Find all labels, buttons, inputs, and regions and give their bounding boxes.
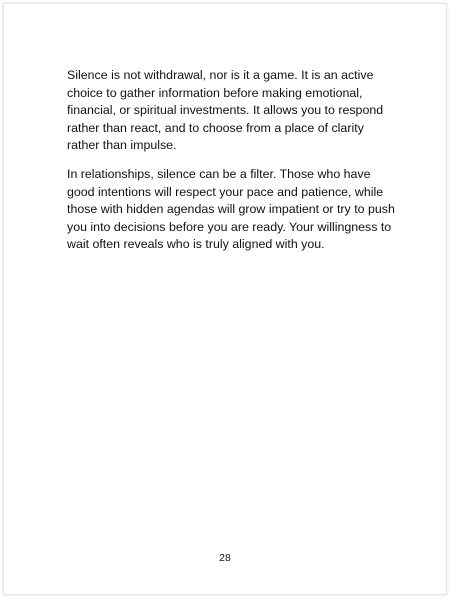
paragraph-2: In relationships, silence can be a filter. Those who have good intentions will respect your pace and patience, while those with hidden agendas will grow impatient or try to push you into decisions before you are ready. Your willingness to wait often reveals who is truly aligned with you.	[67, 166, 395, 252]
document-page	[3, 3, 447, 595]
page-body	[67, 67, 397, 265]
page-number: 28	[219, 552, 231, 564]
paragraph-1: Silence is not withdrawal, nor is it a game. It is an active choice to gather information before making emotional, financial, or spiritual investments. It allows you to respond rather than react, and to choose from a place of clarity rather than impulse.	[67, 68, 384, 153]
